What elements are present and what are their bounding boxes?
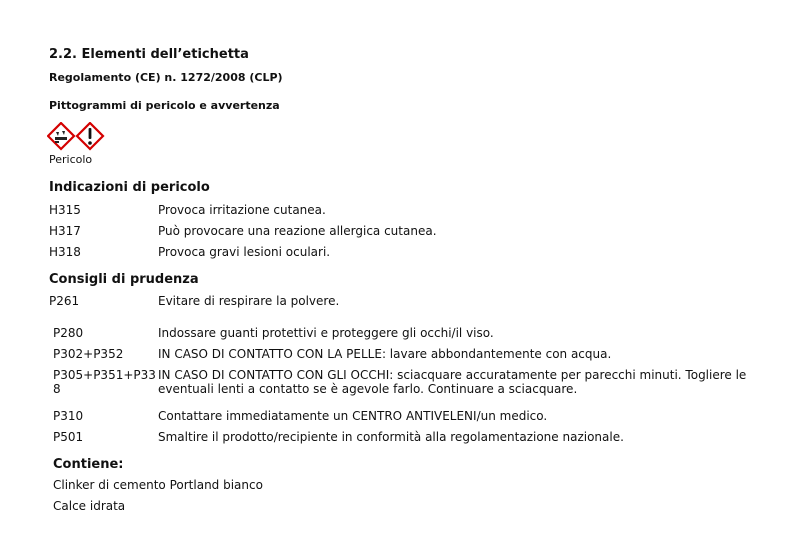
precaution-text: Smaltire il prodotto/recipiente in conformità alla regolamentazione nazionale.: [158, 430, 624, 444]
precaution-text: Indossare guanti protettivi e proteggere gli occhi/il viso.: [158, 326, 494, 340]
section-title: 2.2. Elementi dell’etichetta: [49, 47, 249, 62]
regulation-reference: Regolamento (CE) n. 1272/2008 (CLP): [49, 71, 283, 84]
hazard-statements-heading: Indicazioni di pericolo: [49, 180, 210, 195]
contains-item: Calce idrata: [53, 499, 126, 513]
precautionary-statements-heading: Consigli di prudenza: [49, 272, 199, 287]
hazard-code: H315: [49, 203, 81, 217]
hazard-pictograms: [47, 122, 105, 152]
precaution-text: IN CASO DI CONTATTO CON LA PELLE: lavare abbondantemente con acqua.: [158, 347, 612, 361]
precaution-text: Evitare di respirare la polvere.: [158, 294, 340, 308]
hazard-code: H317: [49, 224, 81, 238]
precaution-code: P302+P352: [53, 347, 124, 361]
precaution-code: P305+P351+P338: [53, 368, 156, 396]
signal-word: Pericolo: [49, 153, 93, 166]
precaution-code: P310: [53, 409, 84, 423]
contains-heading: Contiene:: [53, 457, 124, 472]
pictograms-heading: Pittogrammi di pericolo e avvertenza: [49, 99, 280, 112]
precaution-text: Contattare immediatamente un CENTRO ANTIVELENI/un medico.: [158, 409, 548, 423]
corrosion-icon: [48, 123, 74, 149]
hazard-text: Provoca gravi lesioni oculari.: [158, 245, 331, 259]
contains-item: Clinker di cemento Portland bianco: [53, 478, 263, 492]
precaution-text: IN CASO DI CONTATTO CON GLI OCCHI: sciacquare accuratamente per parecchi minuti. Togliere le eventuali lenti a contatto se è agevole farlo. Continuare a sciacquare.: [158, 368, 747, 396]
hazard-text: Provoca irritazione cutanea.: [158, 203, 326, 217]
precaution-code: P261: [49, 294, 80, 308]
hazard-text: Può provocare una reazione allergica cutanea.: [158, 224, 437, 238]
precaution-code: P501: [53, 430, 84, 444]
hazard-code: H318: [49, 245, 81, 259]
precaution-code: P280: [53, 326, 84, 340]
exclamation-icon: [77, 123, 103, 149]
